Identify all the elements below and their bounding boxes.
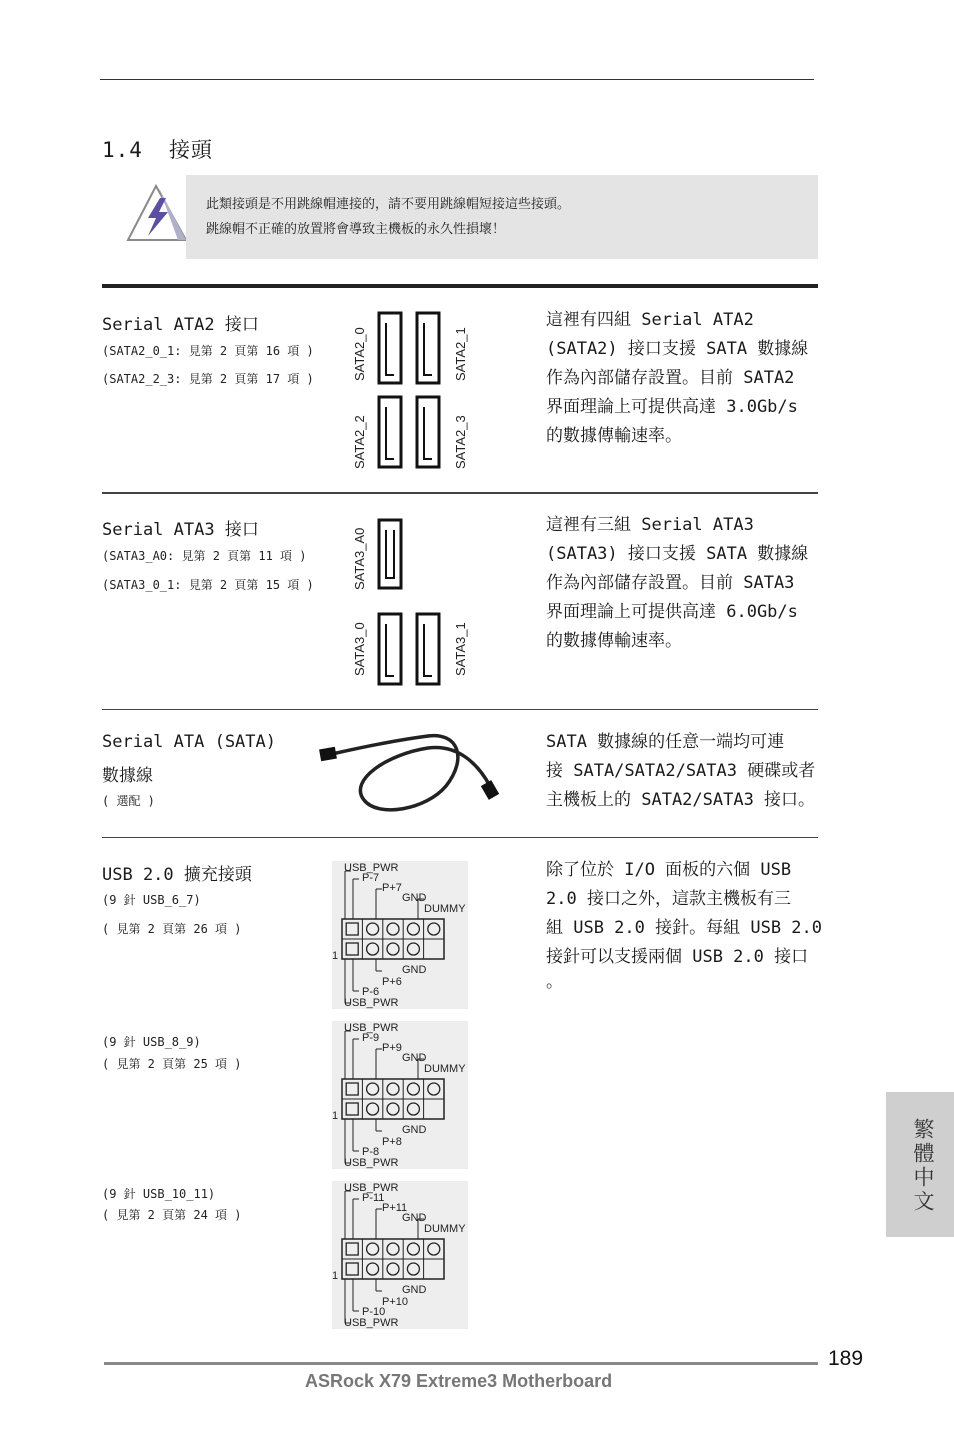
sata3-desc-line: (SATA3) 接口支援 SATA 數據線 (546, 544, 809, 564)
sata2-ref-2: (SATA2_2_3: 見第 2 頁第 17 項 ) (102, 372, 314, 386)
pin-p-minus-bottom-label: P-6 (362, 986, 380, 998)
sata-cable-image (318, 728, 504, 820)
dummy-label: DUMMY (424, 1063, 466, 1075)
usb-desc-line: 。 (546, 972, 563, 992)
sata2-desc-line: 這裡有四組 Serial ATA2 (546, 310, 754, 330)
sata3-desc-line: 作為內部儲存設置。目前 SATA3 (546, 573, 795, 593)
usb-pwr-top-label: USB_PWR (344, 1182, 399, 1194)
pin-p-plus-label: P+7 (382, 882, 402, 894)
usb-header-diagram-3 (332, 1181, 468, 1329)
warning-line-1: 此類接頭是不用跳線帽連接的，請不要用跳線帽短接這些接頭。 (206, 197, 571, 212)
sata3-ref-1: (SATA3_A0: 見第 2 頁第 11 項 ) (102, 549, 307, 563)
sata2-connectors-diagram (345, 305, 475, 475)
divider (102, 837, 818, 838)
usb-header-1-ref: ( 見第 2 頁第 26 項 ) (102, 922, 242, 936)
sata2-port-2 (379, 397, 401, 467)
usb-desc-line: 除了位於 I/O 面板的六個 USB (546, 860, 792, 880)
sata2-desc-line: 作為內部儲存設置。目前 SATA2 (546, 368, 795, 388)
footer-rule (104, 1362, 818, 1365)
sata2-port-3 (417, 397, 439, 467)
usb-desc-line: 組 USB 2.0 接針。每組 USB 2.0 (546, 918, 822, 938)
pin-p-plus-bottom-label: P+10 (382, 1296, 408, 1308)
sata3-port-1 (417, 614, 439, 684)
usb-pwr-bottom-label: USB_PWR (344, 1157, 399, 1169)
gnd-bottom-label: GND (402, 1124, 427, 1136)
section-number: 1.4 (102, 138, 143, 162)
cable-title-2: 數據線 (102, 766, 153, 786)
sata3-desc-line: 界面理論上可提供高達 6.0Gb/s (546, 602, 798, 622)
pin-one-label: 1 (332, 1110, 339, 1122)
gnd-label: GND (402, 1212, 427, 1224)
sata3-title: Serial ATA3 接口 (102, 520, 259, 540)
pin-p-minus-label: P-9 (362, 1032, 380, 1044)
sata2-port-0 (379, 313, 401, 383)
sata2-desc-line: 界面理論上可提供高達 3.0Gb/s (546, 397, 798, 417)
sata2-label-0: SATA2_0 (352, 327, 367, 381)
sata3-desc-line: 這裡有三組 Serial ATA3 (546, 515, 754, 535)
sata2-port-1 (417, 313, 439, 383)
sata3-label-0: SATA3_0 (352, 622, 367, 676)
sata2-desc-line: (SATA2) 接口支援 SATA 數據線 (546, 339, 809, 359)
usb-title: USB 2.0 擴充接頭 (102, 865, 252, 885)
usb-header-1-pins: (9 針 USB_6_7) (102, 893, 201, 907)
page-number: 189 (828, 1347, 864, 1370)
sata2-label-2: SATA2_2 (352, 415, 367, 469)
section-heading: 接頭 (168, 138, 213, 162)
warning-line-2: 跳線帽不正確的放置將會導致主機板的永久性損壞！ (206, 222, 506, 237)
warning-box (186, 175, 818, 259)
sata3-description (546, 511, 821, 656)
sata3-label-1: SATA3_1 (453, 622, 468, 676)
usb-pwr-bottom-label: USB_PWR (344, 997, 399, 1009)
usb-header-3-ref: ( 見第 2 頁第 24 項 ) (102, 1208, 242, 1222)
sata3-port-a0 (379, 520, 401, 588)
pin-p-plus-bottom-label: P+6 (382, 976, 402, 988)
top-rule (100, 79, 814, 80)
footer-brand: ASRock X79 Extreme3 Motherboard (305, 1371, 613, 1391)
sata2-desc-line: 的數據傳輸速率。 (546, 426, 682, 446)
usb-header-2-ref: ( 見第 2 頁第 25 項 ) (102, 1057, 242, 1071)
pin-p-minus-label: P-7 (362, 872, 380, 884)
pin-p-minus-label: P-11 (362, 1192, 385, 1204)
usb-desc-line: 接針可以支援兩個 USB 2.0 接口 (546, 947, 809, 967)
sata2-ref-1: (SATA2_0_1: 見第 2 頁第 16 項 ) (102, 344, 314, 358)
sata3-desc-line: 的數據傳輸速率。 (546, 631, 682, 651)
usb-header-diagram-1 (332, 861, 468, 1009)
gnd-label: GND (402, 892, 427, 904)
sata3-ref-2: (SATA3_0_1: 見第 2 頁第 15 項 ) (102, 578, 314, 592)
warning-icon (126, 184, 188, 244)
usb-pwr-top-label: USB_PWR (344, 862, 399, 874)
cable-desc-line: 主機板上的 SATA2/SATA3 接口。 (546, 790, 816, 810)
usb-pin-diagram (332, 1181, 468, 1329)
gnd-bottom-label: GND (402, 964, 427, 976)
sata2-description (546, 306, 821, 451)
cable-desc-line: SATA 數據線的任意一端均可連 (546, 732, 785, 752)
pin-p-plus-label: P+11 (382, 1202, 408, 1214)
language-tab-label: 繁體中文 (911, 1118, 935, 1214)
gnd-bottom-label: GND (402, 1284, 427, 1296)
pin-p-plus-label: P+9 (382, 1042, 402, 1054)
pin-one-label: 1 (332, 950, 339, 962)
language-tab (886, 1092, 954, 1237)
cable-desc-line: 接 SATA/SATA2/SATA3 硬碟或者 (546, 761, 816, 781)
pin-p-minus-bottom-label: P-10 (362, 1306, 386, 1318)
usb-pin-diagram (332, 861, 468, 1009)
sata3-port-0 (379, 614, 401, 684)
usb-header-2-pins: (9 針 USB_8_9) (102, 1035, 201, 1049)
pin-p-minus-bottom-label: P-8 (362, 1146, 380, 1158)
sata2-label-3: SATA2_3 (453, 415, 468, 469)
usb-header-diagram-2 (332, 1021, 468, 1169)
sata3-label-a0: SATA3_A0 (352, 527, 367, 590)
cable-title: Serial ATA (SATA) (102, 732, 276, 752)
sata2-title: Serial ATA2 接口 (102, 315, 259, 335)
pin-one-label: 1 (332, 1270, 339, 1282)
cable-description (546, 728, 821, 815)
divider (102, 709, 818, 710)
sata3-connectors-diagram (345, 510, 475, 692)
usb-pwr-bottom-label: USB_PWR (344, 1317, 399, 1329)
section-rule (102, 284, 818, 288)
usb-description (546, 856, 821, 992)
cable-note: ( 選配 ) (102, 794, 155, 808)
section-title (102, 134, 213, 164)
usb-header-3-pins: (9 針 USB_10_11) (102, 1187, 216, 1201)
gnd-label: GND (402, 1052, 427, 1064)
usb-pwr-top-label: USB_PWR (344, 1022, 399, 1034)
divider (102, 492, 818, 494)
dummy-label: DUMMY (424, 1223, 466, 1235)
dummy-label: DUMMY (424, 903, 466, 915)
usb-pin-diagram (332, 1021, 468, 1169)
usb-desc-line: 2.0 接口之外，這款主機板有三 (546, 889, 791, 909)
pin-p-plus-bottom-label: P+8 (382, 1136, 402, 1148)
sata2-label-1: SATA2_1 (453, 327, 468, 381)
